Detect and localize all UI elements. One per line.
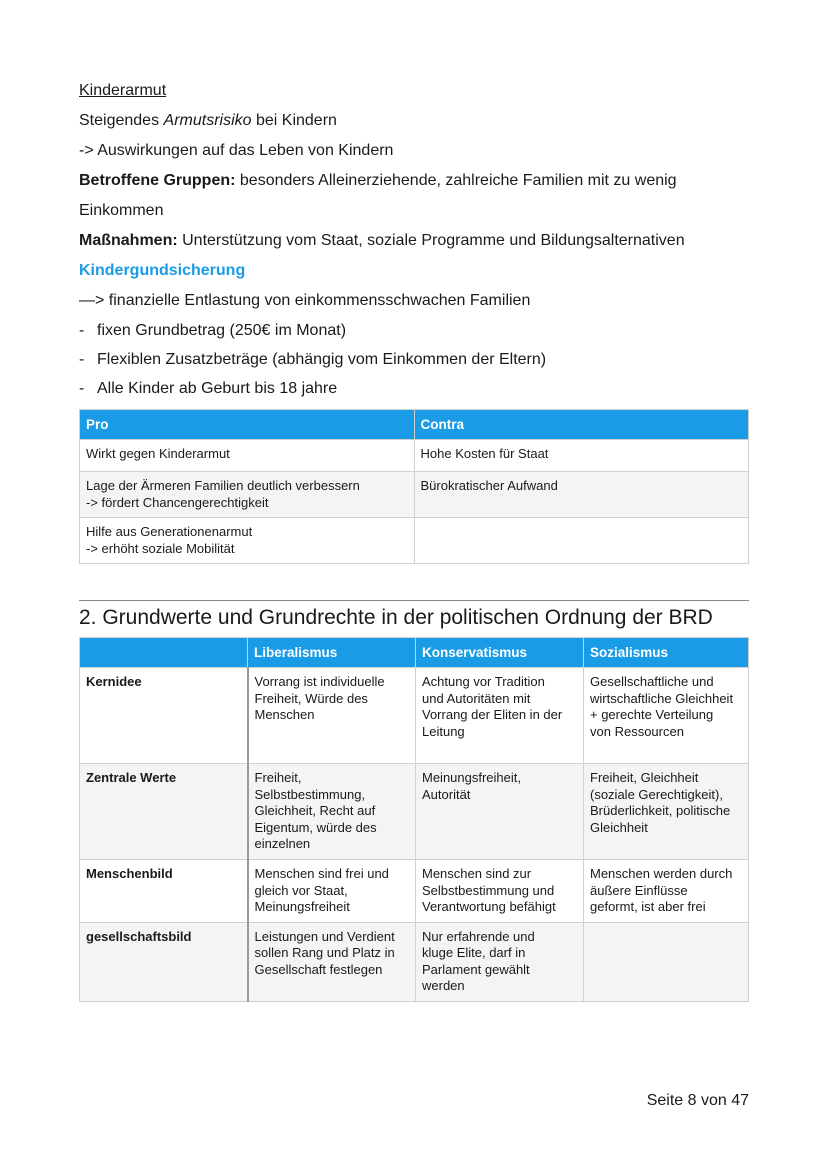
page-content — [79, 76, 749, 1002]
ideologies-row — [80, 668, 749, 764]
ideologies-cell: Gesellschaftliche und wirtschaftliche Gleichheit + gerechte Verteilung von Ressourcen — [584, 668, 749, 764]
groups-line-2: Einkommen — [79, 202, 164, 219]
procon-row — [80, 518, 749, 564]
ideologies-row-label: Menschenbild — [80, 860, 248, 923]
ideologies-cell: Freiheit, Gleichheit (soziale Gerechtigkeit), Brüderlichkeit, politische Gleichheit — [584, 764, 749, 860]
ideologies-row — [80, 860, 749, 923]
bullet-dash: - — [79, 380, 85, 397]
ideologies-cell: Meinungsfreiheit, Autorität — [416, 764, 584, 860]
effects-line: -> Auswirkungen auf das Leben von Kindern — [79, 142, 394, 159]
measures-label: Maßnahmen: — [79, 232, 178, 249]
section-divider — [79, 600, 749, 601]
bullet-text: fixen Grundbetrag (250€ im Monat) — [97, 322, 347, 339]
bullet-dash: - — [79, 322, 85, 339]
ideologies-header-empty — [80, 638, 248, 668]
ideologies-cell: Menschen werden durch äußere Einflüsse geformt, ist aber frei — [584, 860, 749, 923]
kgs-heading: Kindergundsicherung — [79, 262, 246, 279]
ideologies-header-row — [80, 638, 749, 668]
page-number: Seite 8 von 47 — [646, 1092, 749, 1109]
procon-row — [80, 472, 749, 518]
ideologies-row — [80, 922, 749, 1001]
measures-text: Unterstützung vom Staat, soziale Programme und Bildungsalternativen — [177, 232, 685, 249]
ideologies-header-konservatismus: Konservatismus — [416, 638, 584, 668]
bullet-text: Alle Kinder ab Geburt bis 18 jahre — [97, 380, 338, 397]
procon-cell-contra — [414, 518, 749, 564]
risk-line-emphasis: Armutsrisiko — [163, 112, 252, 129]
procon-cell-contra: Hohe Kosten für Staat — [414, 440, 749, 472]
ideologies-cell: Nur erfahrende und kluge Elite, darf in Parlament gewählt werden — [416, 922, 584, 1001]
ideologies-row-label: Zentrale Werte — [80, 764, 248, 860]
procon-cell-pro: Wirkt gegen Kinderarmut — [80, 440, 415, 472]
section2-heading: 2. Grundwerte und Grundrechte in der politischen Ordnung der BRD — [79, 606, 713, 629]
procon-header-contra: Contra — [414, 410, 749, 440]
measures-line — [79, 226, 749, 256]
ideologies-header-liberalismus: Liberalismus — [248, 638, 416, 668]
kgs-line: —> finanzielle Entlastung von einkommensschwachen Familien — [79, 292, 531, 309]
risk-line — [79, 106, 749, 136]
ideologies-cell: Achtung vor Tradition und Autoritäten mit Vorrang der Eliten in der Leitung — [416, 668, 584, 764]
procon-cell-pro: Lage der Ärmeren Familien deutlich verbessern -> fördert Chancengerechtigkeit — [80, 472, 415, 518]
groups-text: besonders Alleinerziehende, zahlreiche Familien mit zu wenig — [235, 172, 677, 189]
bullet-item — [79, 374, 749, 403]
ideologies-cell: Vorrang ist individuelle Freiheit, Würde des Menschen — [248, 668, 416, 764]
procon-table — [79, 409, 749, 564]
ideologies-header-sozialismus: Sozialismus — [584, 638, 749, 668]
ideologies-cell: Freiheit, Selbstbestimmung, Gleichheit, Recht auf Eigentum, würde des einzelnen — [248, 764, 416, 860]
bullet-text: Flexiblen Zusatzbeträge (abhängig vom Einkommen der Eltern) — [97, 351, 547, 368]
procon-header-row — [80, 410, 749, 440]
bullet-dash: - — [79, 351, 85, 368]
ideologies-cell: Leistungen und Verdient sollen Rang und Platz in Gesellschaft festlegen — [248, 922, 416, 1001]
ideologies-row-label: Kernidee — [80, 668, 248, 764]
procon-cell-contra: Bürokratischer Aufwand — [414, 472, 749, 518]
procon-cell-pro: Hilfe aus Generationenarmut -> erhöht soziale Mobilität — [80, 518, 415, 564]
procon-row — [80, 440, 749, 472]
ideologies-row-label: gesellschaftsbild — [80, 922, 248, 1001]
ideologies-table — [79, 637, 749, 1002]
ideologies-row — [80, 764, 749, 860]
ideologies-cell: Menschen sind frei und gleich vor Staat, Meinungsfreiheit — [248, 860, 416, 923]
bullet-list — [79, 316, 749, 403]
procon-header-pro: Pro — [80, 410, 415, 440]
section-title: Kinderarmut — [79, 82, 167, 99]
risk-line-pre: Steigendes — [79, 112, 164, 129]
bullet-item — [79, 316, 749, 345]
ideologies-cell — [584, 922, 749, 1001]
groups-label: Betroffene Gruppen: — [79, 172, 236, 189]
ideologies-cell: Menschen sind zur Selbstbestimmung und Verantwortung befähigt — [416, 860, 584, 923]
groups-line — [79, 166, 749, 196]
bullet-item — [79, 345, 749, 374]
risk-line-post: bei Kindern — [251, 112, 337, 129]
